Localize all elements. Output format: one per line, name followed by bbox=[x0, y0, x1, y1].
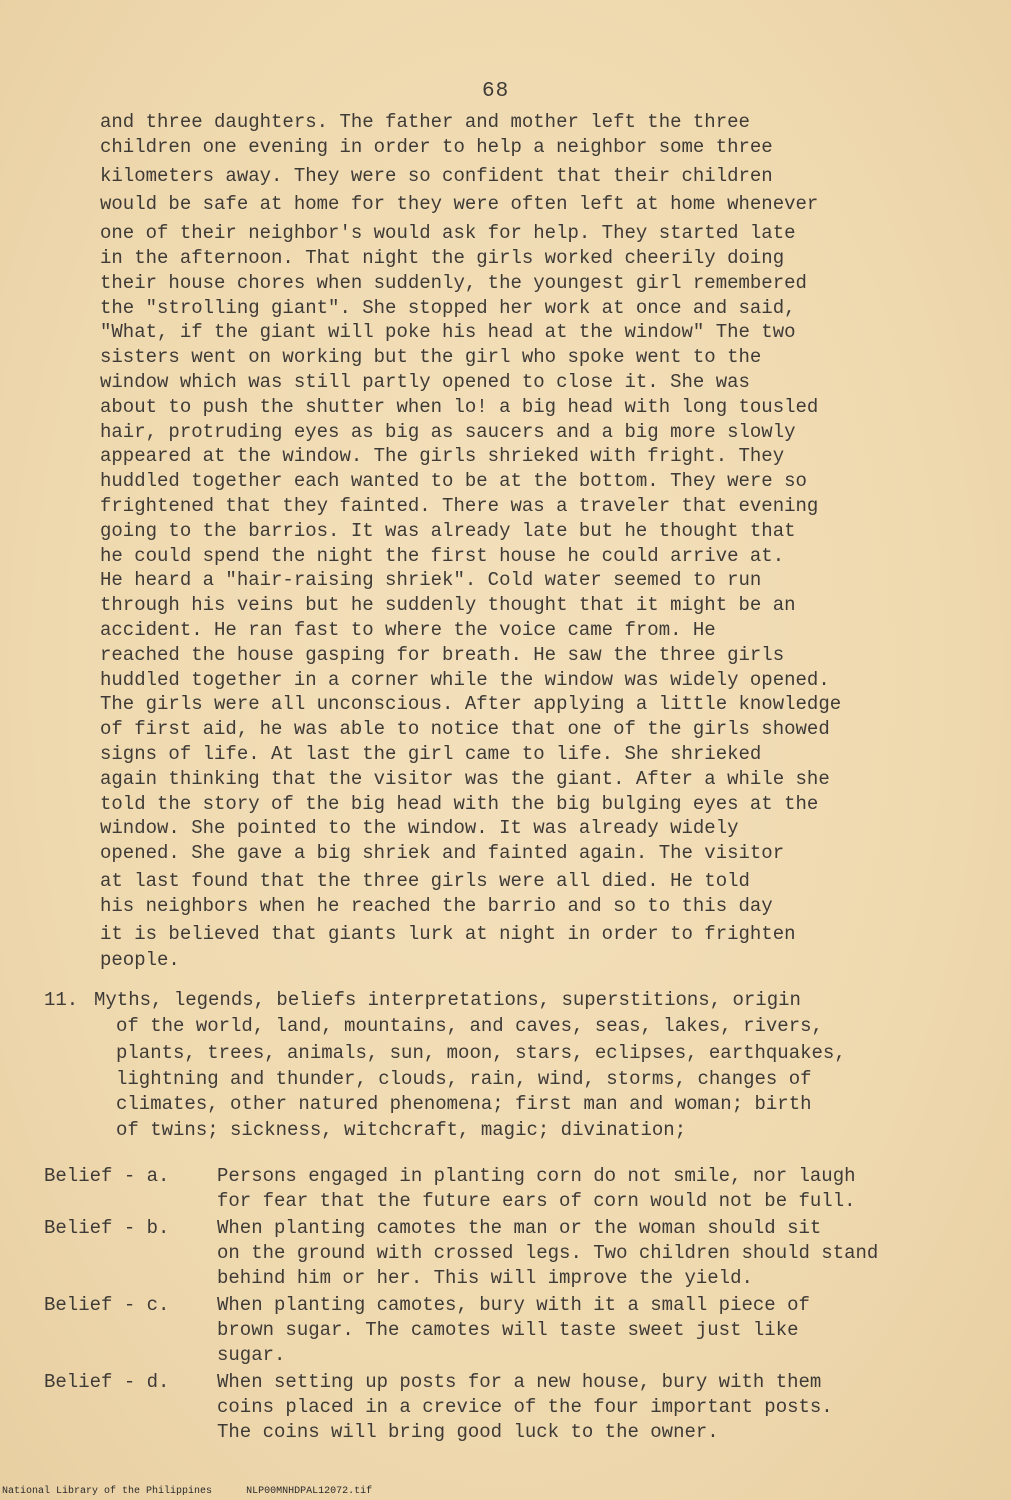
story-line: window. She pointed to the window. It was already widely bbox=[100, 817, 739, 840]
story-line: his neighbors when he reached the barrio and so to this day bbox=[100, 894, 773, 917]
story-line: would be safe at home for they were often left at home whenever bbox=[100, 193, 819, 216]
story-line: huddled together in a corner while the window was widely opened. bbox=[100, 668, 830, 691]
story-line: about to push the shutter when lo! a big head with long tousled bbox=[100, 395, 819, 418]
belief-line: for fear that the future ears of corn would not be full. bbox=[217, 1190, 856, 1212]
story-line: and three daughters. The father and mother left the three bbox=[100, 111, 750, 133]
belief-line: The coins will bring good luck to the owner. bbox=[217, 1421, 719, 1443]
story-line: hair, protruding eyes as big as saucers and a big more slowly bbox=[100, 420, 796, 443]
story-line: huddled together each wanted to be at the bottom. They were so bbox=[100, 470, 807, 493]
belief-line: coins placed in a crevice of the four important posts. bbox=[217, 1396, 833, 1418]
section-line: Myths, legends, beliefs interpretations, superstitions, origin bbox=[94, 989, 801, 1011]
section-line: climates, other natured phenomena; first man and woman; birth bbox=[116, 1093, 812, 1115]
belief-label: Belief - c. bbox=[44, 1294, 170, 1316]
section-number: 11. bbox=[44, 989, 79, 1011]
belief-item bbox=[44, 1216, 964, 1291]
story-line: one of their neighbor's would ask for help. They started late bbox=[100, 222, 796, 245]
belief-line: When planting camotes, bury with it a small piece of bbox=[217, 1294, 810, 1316]
belief-text bbox=[217, 1164, 964, 1214]
story-line: children one evening in order to help a neighbor some three bbox=[100, 135, 773, 158]
belief-text bbox=[217, 1216, 964, 1291]
belief-line: Persons engaged in planting corn do not smile, nor laugh bbox=[217, 1165, 856, 1187]
section-line: of the world, land, mountains, and caves, seas, lakes, rivers, bbox=[116, 1014, 823, 1037]
story-line: in the afternoon. That night the girls worked cheerily doing bbox=[100, 246, 785, 269]
story-text bbox=[100, 110, 920, 973]
section-line: plants, trees, animals, sun, moon, stars, eclipses, earthquakes, bbox=[116, 1042, 846, 1064]
story-line: their house chores when suddenly, the youngest girl remembered bbox=[100, 271, 807, 294]
story-line: at last found that the three girls were all died. He told bbox=[100, 869, 750, 892]
belief-item bbox=[44, 1293, 964, 1368]
page-number: 68 bbox=[482, 80, 510, 103]
story-line: people. bbox=[100, 949, 180, 972]
belief-item bbox=[44, 1370, 964, 1445]
belief-label: Belief - b. bbox=[44, 1217, 170, 1239]
story-line: he could spend the night the first house he could arrive at. bbox=[100, 544, 785, 567]
story-line: the "strolling giant". She stopped her work at once and said, bbox=[100, 296, 796, 319]
story-line: again thinking that the visitor was the giant. After a while she bbox=[100, 767, 830, 790]
section-line: lightning and thunder, clouds, rain, wind, storms, changes of bbox=[116, 1067, 812, 1090]
story-line: it is believed that giants lurk at night in order to frighten bbox=[100, 922, 796, 945]
story-line: sisters went on working but the girl who spoke went to the bbox=[100, 346, 762, 369]
story-line: accident. He ran fast to where the voice came from. He bbox=[100, 618, 716, 641]
section-heading-text bbox=[94, 988, 934, 1143]
story-line: appeared at the window. The girls shrieked with fright. They bbox=[100, 445, 785, 468]
story-line: signs of life. At last the girl came to life. She shrieked bbox=[100, 742, 762, 765]
story-line: opened. She gave a big shriek and fainted again. The visitor bbox=[100, 842, 785, 865]
story-line: "What, if the giant will poke his head at the window" The two bbox=[100, 321, 796, 344]
story-line: through his veins but he suddenly thought that it might be an bbox=[100, 594, 796, 617]
story-line: of first aid, he was able to notice that one of the girls showed bbox=[100, 718, 830, 741]
footer-library: National Library of the Philippines bbox=[2, 1486, 213, 1497]
story-line: He heard a "hair-raising shriek". Cold water seemed to run bbox=[100, 569, 762, 592]
story-line: reached the house gasping for breath. He saw the three girls bbox=[100, 643, 785, 666]
footer-filename: NLP00MNHDPAL12072.tif bbox=[246, 1486, 373, 1497]
belief-line: When setting up posts for a new house, bury with them bbox=[217, 1371, 822, 1393]
belief-label: Belief - a. bbox=[44, 1165, 170, 1187]
story-line: going to the barrios. It was already late but he thought that bbox=[100, 519, 796, 542]
beliefs-list bbox=[44, 1164, 964, 1447]
belief-item bbox=[44, 1164, 964, 1214]
belief-line: behind him or her. This will improve the yield. bbox=[217, 1267, 753, 1289]
belief-line: on the ground with crossed legs. Two children should stand bbox=[217, 1242, 879, 1264]
belief-line: brown sugar. The camotes will taste sweet just like bbox=[217, 1319, 799, 1341]
belief-label: Belief - d. bbox=[44, 1371, 170, 1393]
scan-footer bbox=[2, 1486, 400, 1497]
story-line: kilometers away. They were so confident that their children bbox=[100, 164, 773, 187]
story-line: told the story of the big head with the big bulging eyes at the bbox=[100, 792, 819, 815]
belief-line: When planting camotes the man or the woman should sit bbox=[217, 1217, 822, 1239]
belief-text bbox=[217, 1293, 964, 1368]
story-line: frightened that they fainted. There was a traveler that evening bbox=[100, 494, 819, 517]
story-line: The girls were all unconscious. After applying a little knowledge bbox=[100, 693, 842, 716]
section-line: of twins; sickness, witchcraft, magic; divination; bbox=[116, 1118, 687, 1141]
belief-line: sugar. bbox=[217, 1344, 286, 1366]
story-line: window which was still partly opened to close it. She was bbox=[100, 370, 750, 393]
belief-text bbox=[217, 1370, 964, 1445]
